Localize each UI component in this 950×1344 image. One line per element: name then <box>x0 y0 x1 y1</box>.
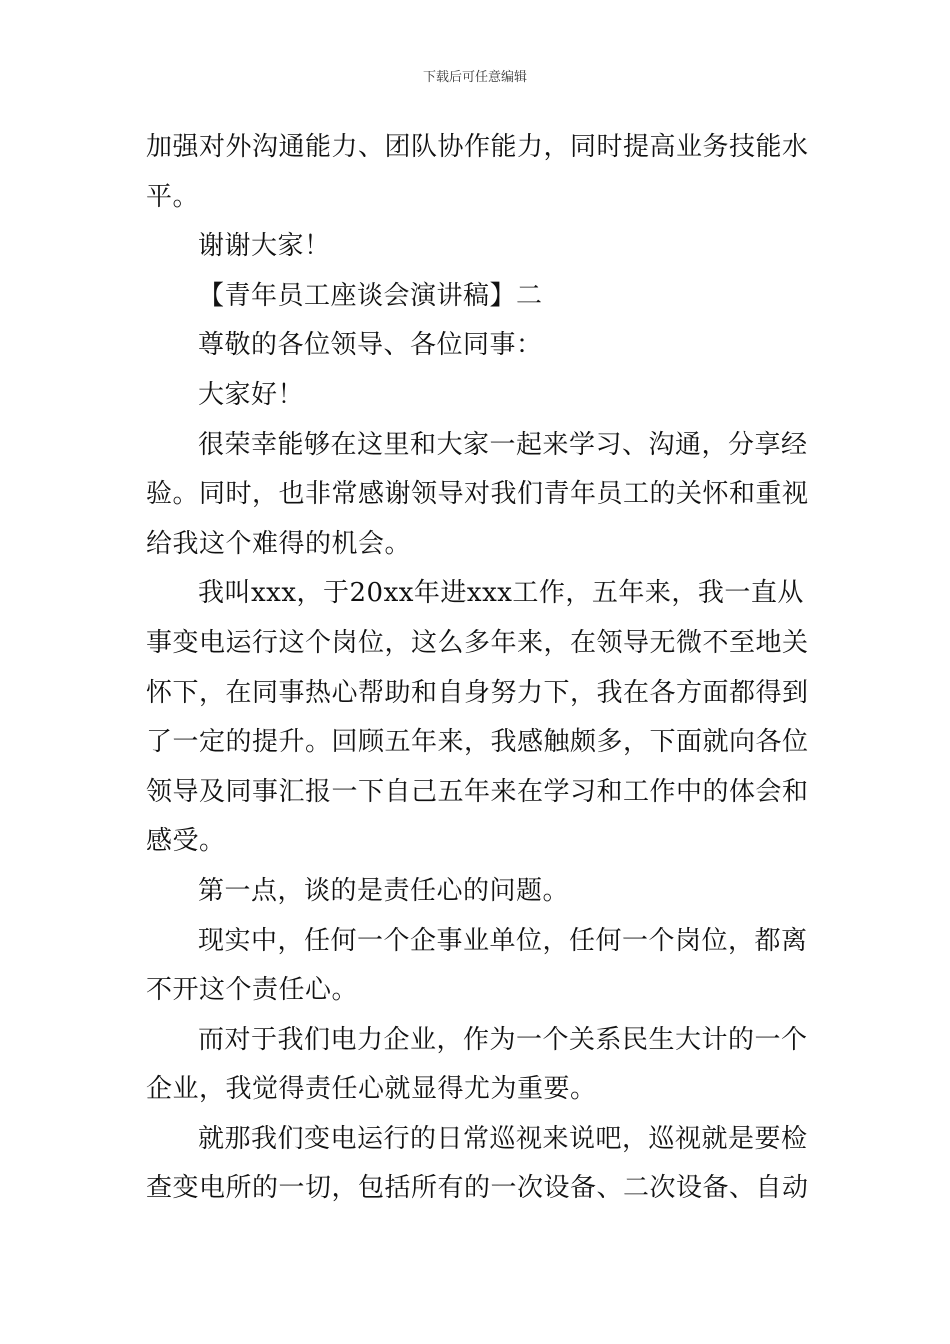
paragraph: 加强对外沟通能力、团队协作能力，同时提高业务技能水平。 <box>146 132 809 212</box>
paragraph: 谢谢大家！ <box>198 231 331 262</box>
paragraph: 现实中，任何一个企事业单位，任何一个岗位，都离不开这个责任心。 <box>146 925 808 1006</box>
paragraph: 而对于我们电力企业，作为一个关系民生大计的一个企业，我觉得责任心就显得尤为重要。 <box>146 1024 808 1105</box>
section-title: 【青年员工座谈会演讲稿】二 <box>198 280 543 311</box>
page-header-note: 下载后可任意编辑 <box>422 70 527 85</box>
greeting: 大家好！ <box>198 379 305 410</box>
salutation: 尊敬的各位领导、各位同事： <box>198 330 543 361</box>
paragraph: 第一点，谈的是责任心的问题。 <box>198 875 570 906</box>
paragraph: 就那我们变电运行的日常巡视来说吧，巡视就是要检查变电所的一切，包括所有的一次设备、二次设备、自动 <box>146 1123 809 1204</box>
paragraph: 我叫xxx，于20xx年进xxx工作，五年来，我一直从事变电运行这个岗位，这么多年来，在领导无微不至地关怀下，在同事热心帮助和自身努力下，我在各方面都得到了一定的提升。回顾五年来，我感触颇多，下面就向各位领导及同事汇报一下自己五年来在学习和工作中的体会和感受。 <box>146 578 809 857</box>
document-body <box>146 123 812 1214</box>
paragraph: 很荣幸能够在这里和大家一起来学习、沟通，分享经验。同时，也非常感谢领导对我们青年员工的关怀和重视给我这个难得的机会。 <box>146 429 809 559</box>
